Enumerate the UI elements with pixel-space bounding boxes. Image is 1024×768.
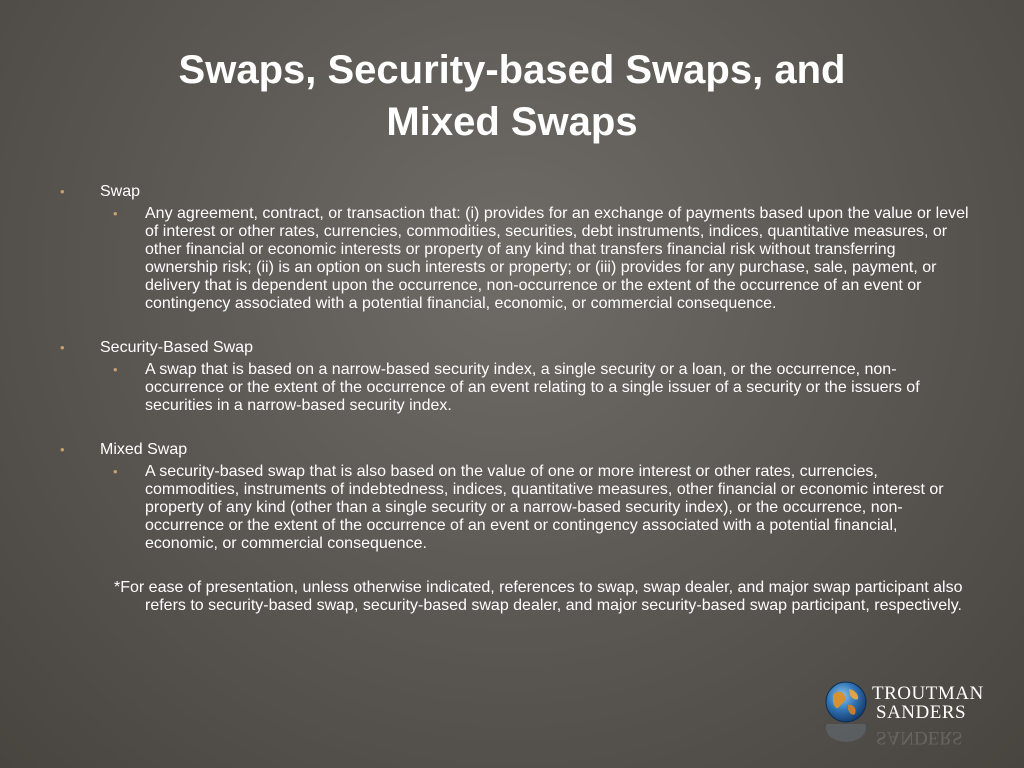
bullet-icon: • (113, 206, 118, 221)
sub-bullet-text: A security-based swap that is also based on the value of one or more interest or other rates, currencies, commodities, instruments of indebtedness, indices, quantitative measures, other financial or economic interest or property of any kind (other than a single security or a narrow-based security index), or the occurrence, non-occurrence or the extent of the occurrence of an event or contingency associated with a potential financial, economic, or commercial consequence. (145, 463, 944, 552)
slide-content (56, 183, 971, 615)
sub-bullet-wrapper (56, 361, 971, 415)
sub-bullet-text: A swap that is based on a narrow-based security index, a single security or a loan, or the occurrence, non-occurrence or the extent of the occurrence of an event relating to a single issuer of a security or the issuers of securities in a narrow-based security index. (145, 361, 920, 414)
section-security-based-swap (56, 339, 971, 415)
bullet-icon: • (60, 184, 65, 199)
bullet-item (56, 339, 971, 357)
bullet-icon: • (113, 362, 118, 377)
sub-bullet-wrapper (56, 205, 971, 313)
footnote: *For ease of presentation, unless otherwise indicated, references to swap, swap dealer, and major swap participant also refers to security-based swap, security-based swap dealer, and major security-based swap participant, respectively. (114, 579, 963, 614)
sub-bullet-item (100, 463, 971, 553)
slide-title-line-2: Mixed Swaps (386, 100, 638, 144)
logo-line-1: TROUTMAN (872, 683, 984, 704)
sub-bullet-text: Any agreement, contract, or transaction that: (i) provides for an exchange of payments based upon the value or level of interest or other rates, currencies, commodities, securities, debt instruments, indices, quantitative measures, or other financial or economic interests or property of any kind that transfers financial risk without transferring ownership risk; (ii) is an option on such interests or property; or (iii) provides for any purchase, sale, payment, or delivery that is dependent upon the occurrence, non-occurrence or the extent of the occurrence of an event or contingency associated with a potential financial, economic, or commercial consequence. (145, 205, 969, 312)
slide-title-line-1: Swaps, Security-based Swaps, and (178, 48, 846, 92)
company-logo (824, 680, 984, 750)
sub-bullet-item (100, 205, 971, 313)
section-swap (56, 183, 971, 313)
logo-line-2: SANDERS (876, 702, 967, 723)
sub-bullet-item (100, 361, 971, 415)
bullet-heading: Mixed Swap (100, 441, 188, 458)
bullet-heading: Swap (100, 183, 141, 200)
logo-reflection: SANDERS (876, 727, 963, 748)
globe-reflection (824, 724, 868, 746)
section-mixed-swap (56, 441, 971, 553)
bullet-item (56, 183, 971, 201)
bullet-icon: • (60, 340, 65, 355)
logo-wordmark (872, 684, 984, 722)
sub-bullet-wrapper (56, 463, 971, 553)
bullet-icon: • (113, 464, 118, 479)
bullet-item (56, 441, 971, 459)
bullet-icon: • (60, 442, 65, 457)
bullet-heading: Security-Based Swap (100, 339, 253, 356)
globe-icon (824, 680, 868, 724)
slide-title (60, 44, 964, 148)
